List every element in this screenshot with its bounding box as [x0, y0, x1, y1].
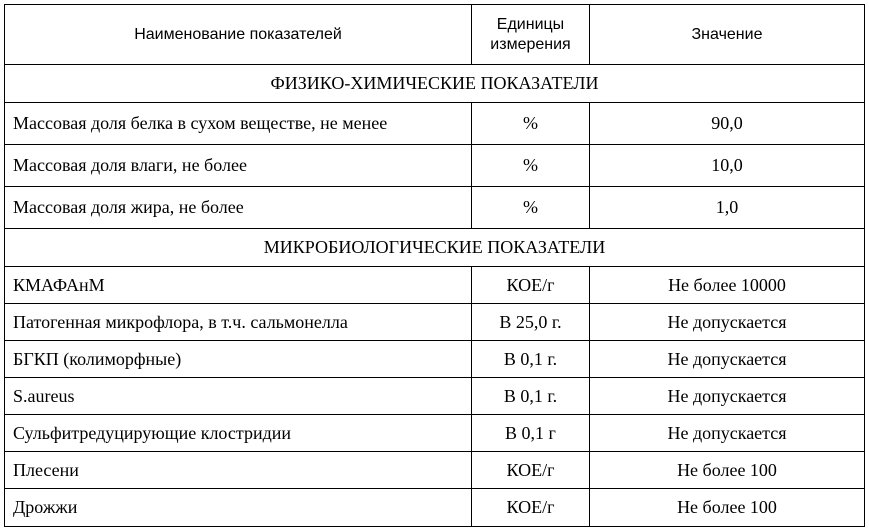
section-title: МИКРОБИОЛОГИЧЕСКИЕ ПОКАЗАТЕЛИ [5, 229, 865, 267]
row-name: Сульфитредуцирующие клостридии [5, 415, 472, 452]
row-value: 1,0 [590, 187, 865, 229]
row-name: S.aureus [5, 378, 472, 415]
row-name: Массовая доля жира, не более [5, 187, 472, 229]
row-unit: КОЕ/г [472, 267, 590, 304]
row-unit: % [472, 103, 590, 145]
row-value: 90,0 [590, 103, 865, 145]
table-row [5, 304, 865, 341]
row-value: Не допускается [590, 378, 865, 415]
row-value: Не более 100 [590, 489, 865, 527]
row-unit: КОЕ/г [472, 452, 590, 489]
row-value: Не более 100 [590, 452, 865, 489]
row-name: Дрожжи [5, 489, 472, 527]
section-row-microbio [5, 229, 865, 267]
row-unit: КОЕ/г [472, 489, 590, 527]
table-row [5, 415, 865, 452]
table-row [5, 103, 865, 145]
row-name: БГКП (колиморфные) [5, 341, 472, 378]
table-header-row [5, 5, 865, 65]
row-value: Не допускается [590, 415, 865, 452]
row-name: Массовая доля белка в сухом веществе, не менее [5, 103, 472, 145]
row-value: 10,0 [590, 145, 865, 187]
row-name: КМАФАнМ [5, 267, 472, 304]
section-title: ФИЗИКО-ХИМИЧЕСКИЕ ПОКАЗАТЕЛИ [5, 65, 865, 103]
table-row [5, 452, 865, 489]
row-unit: % [472, 145, 590, 187]
table-row [5, 187, 865, 229]
header-name: Наименование показателей [5, 5, 472, 65]
table-row [5, 378, 865, 415]
specification-table [4, 4, 865, 527]
row-value: Не допускается [590, 304, 865, 341]
table-row [5, 341, 865, 378]
row-unit: В 0,1 г. [472, 341, 590, 378]
table-row [5, 267, 865, 304]
row-value: Не допускается [590, 341, 865, 378]
row-unit: В 0,1 г [472, 415, 590, 452]
row-unit: % [472, 187, 590, 229]
table-row [5, 145, 865, 187]
section-row-physchem [5, 65, 865, 103]
row-name: Плесени [5, 452, 472, 489]
row-unit: В 25,0 г. [472, 304, 590, 341]
row-name: Патогенная микрофлора, в т.ч. сальмонелла [5, 304, 472, 341]
header-value: Значение [590, 5, 865, 65]
header-unit: Единицы измерения [472, 5, 590, 65]
table-row [5, 489, 865, 527]
row-unit: В 0,1 г. [472, 378, 590, 415]
row-value: Не более 10000 [590, 267, 865, 304]
row-name: Массовая доля влаги, не более [5, 145, 472, 187]
